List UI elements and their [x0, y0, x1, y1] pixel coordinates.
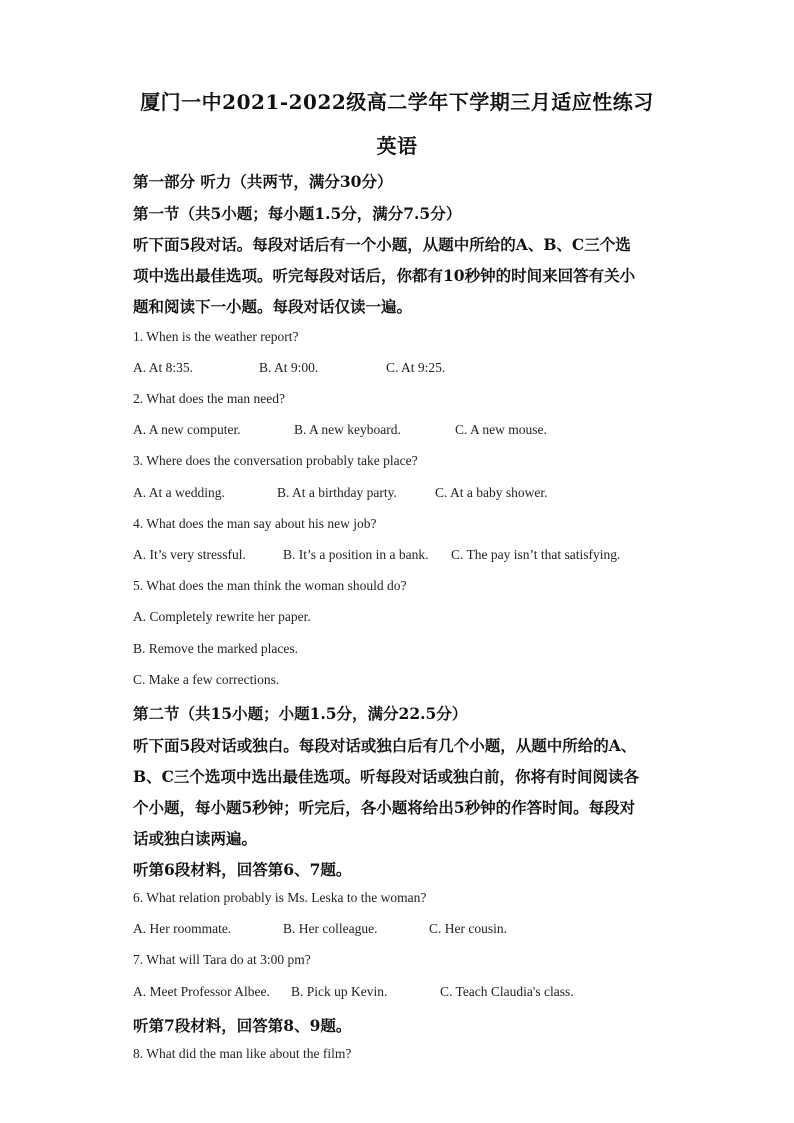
- question-stem: 6. What relation probably is Ms. Leska to the woman?: [133, 890, 427, 905]
- option-c: C. Her cousin.: [429, 921, 507, 936]
- section1-instruction-line: 听下面5段对话。每段对话后有一个小题，从题中所给的A、B、C三个选: [133, 235, 631, 254]
- material-heading: 听第7段材料，回答第8、9题。: [133, 1016, 352, 1035]
- question-stem: 8. What did the man like about the film?: [133, 1046, 352, 1061]
- option-c: C. Teach Claudia's class.: [440, 984, 574, 999]
- option-c: C. Make a few corrections.: [133, 672, 280, 687]
- subject-title: 英语: [376, 134, 418, 158]
- exam-title: 厦门一中2021-2022级高二学年下学期三月适应性练习: [140, 90, 654, 114]
- option-c: C. The pay isn’t that satisfying.: [451, 547, 621, 562]
- question-stem: 7. What will Tara do at 3:00 pm?: [133, 952, 311, 967]
- option-b: B. At a birthday party.: [277, 485, 397, 500]
- option-a: A. A new computer.: [133, 422, 241, 437]
- option-a: A. It’s very stressful.: [133, 547, 246, 562]
- option-a: A. Her roommate.: [133, 921, 232, 936]
- option-b: B. Her colleague.: [283, 921, 378, 936]
- section2-instruction-line: 个小题，每小题5秒钟；听完后，各小题将给出5秒钟的作答时间。每段对: [133, 798, 636, 817]
- option-b: B. It’s a position in a bank.: [283, 547, 429, 562]
- section1-instruction-line: 项中选出最佳选项。听完每段对话后，你都有10秒钟的时间来回答有关小: [133, 266, 636, 285]
- section1-instruction-line: 题和阅读下一小题。每段对话仅读一遍。: [133, 297, 413, 316]
- question-stem: 2. What does the man need?: [133, 391, 285, 406]
- option-b: B. A new keyboard.: [294, 422, 401, 437]
- question-stem: 5. What does the man think the woman should do?: [133, 578, 407, 593]
- option-a: A. At a wedding.: [133, 485, 225, 500]
- section1-heading: 第一节（共5小题；每小题1.5分，满分7.5分）: [133, 204, 462, 223]
- option-c: C. A new mouse.: [455, 422, 547, 437]
- option-a: A. At 8:35.: [133, 360, 194, 375]
- part1-heading: 第一部分 听力（共两节，满分30分）: [133, 172, 393, 191]
- option-b: B. Remove the marked places.: [133, 641, 298, 656]
- option-a: A. Meet Professor Albee.: [133, 984, 270, 999]
- option-b: B. At 9:00.: [259, 360, 319, 375]
- section2-heading: 第二节（共15小题；小题1.5分，满分22.5分）: [133, 704, 468, 723]
- option-c: C. At a baby shower.: [435, 485, 548, 500]
- option-b: B. Pick up Kevin.: [291, 984, 388, 999]
- question-stem: 1. When is the weather report?: [133, 329, 299, 344]
- section2-instruction-line: 听下面5段对话或独白。每段对话或独白后有几个小题，从题中所给的A、: [133, 736, 637, 755]
- option-c: C. At 9:25.: [386, 360, 446, 375]
- option-a: A. Completely rewrite her paper.: [133, 609, 311, 624]
- section2-instruction-line: B、C三个选项中选出最佳选项。听每段对话或独白前，你将有时间阅读各: [133, 767, 639, 786]
- section2-instruction-line: 话或独白读两遍。: [133, 829, 258, 848]
- question-stem: 3. Where does the conversation probably take place?: [133, 453, 418, 468]
- material-heading: 听第6段材料，回答第6、7题。: [133, 860, 352, 879]
- question-stem: 4. What does the man say about his new job?: [133, 516, 377, 531]
